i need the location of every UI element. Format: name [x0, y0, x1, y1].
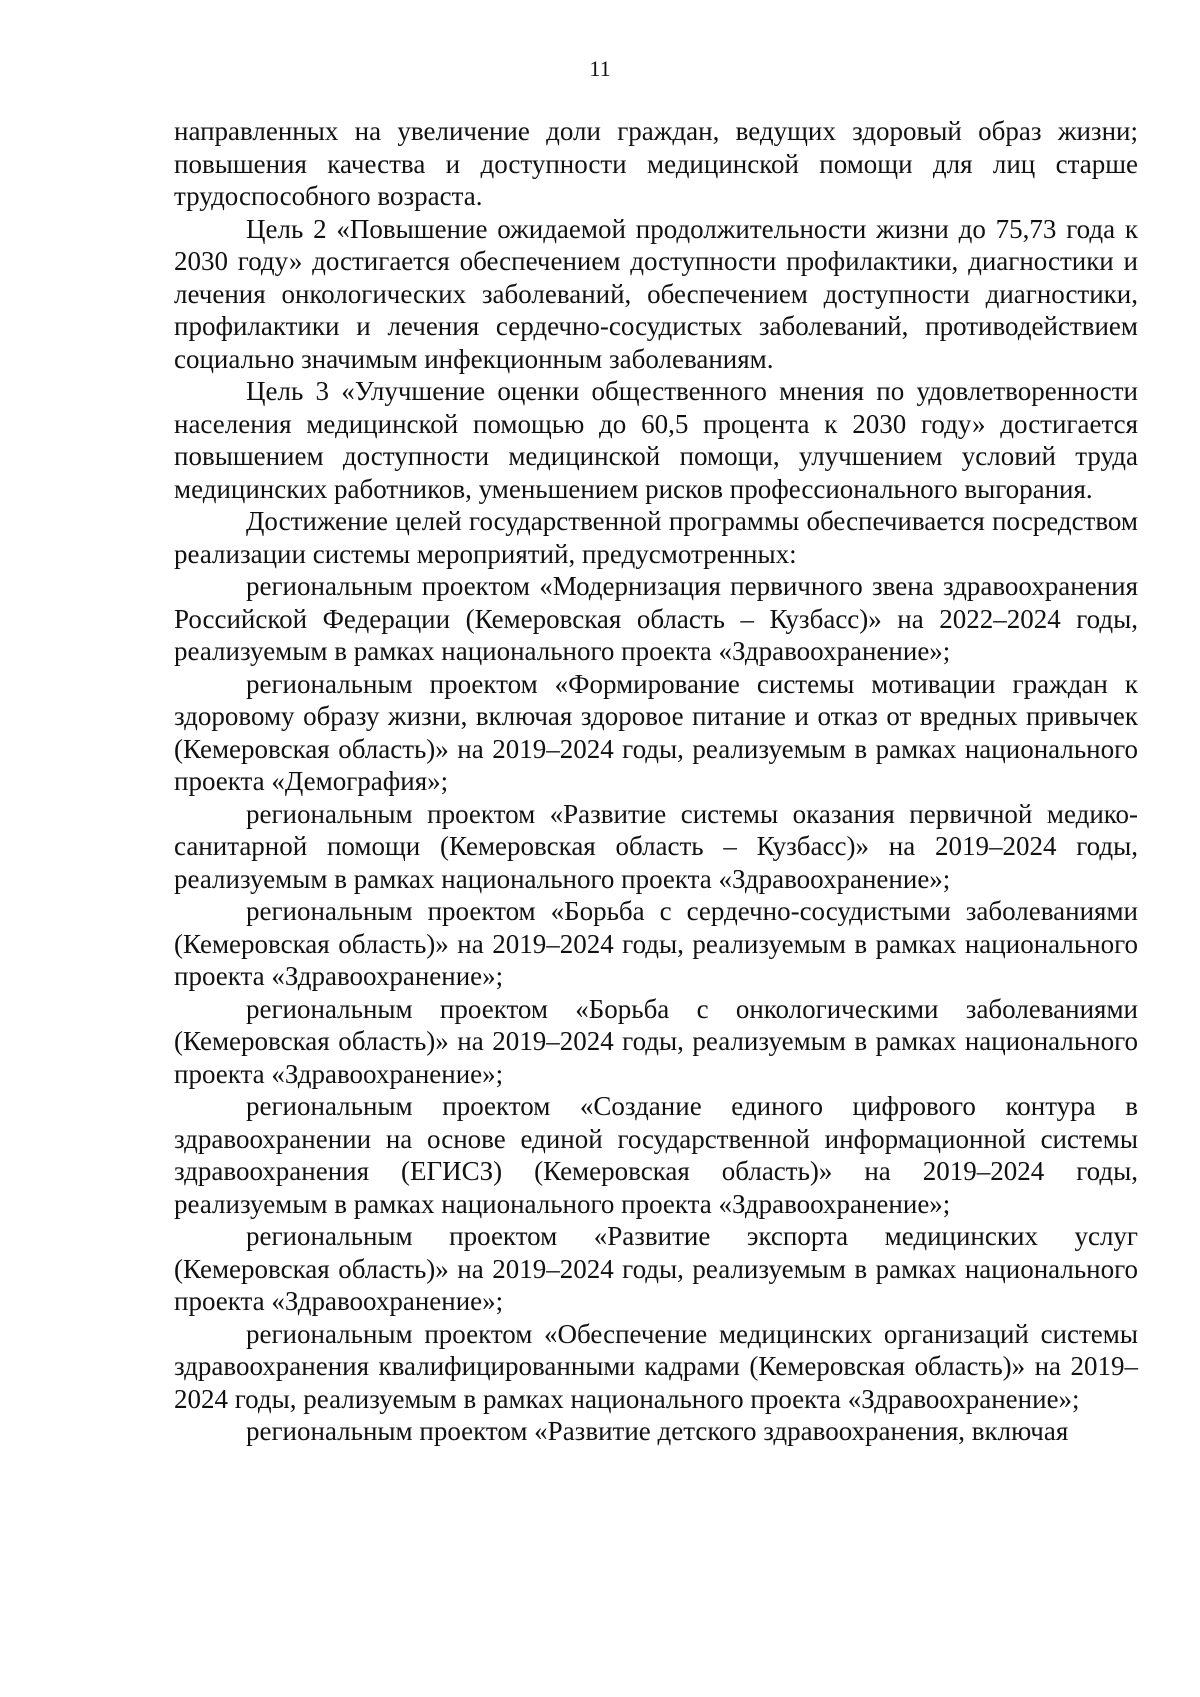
paragraph: Достижение целей государственной программы обеспечивается посредством реализации системы мероприятий, предусмотренных:	[174, 506, 1138, 569]
document-body	[174, 115, 1138, 1448]
paragraph: направленных на увеличение доли граждан, ведущих здоровый образ жизни; повышения качества и доступности медицинской помощи для лиц старше трудоспособного возраста.	[174, 116, 1138, 211]
paragraph: региональным проектом «Создание единого цифрового контура в здравоохранении на основе единой государственной информационной системы здравоохранения (ЕГИСЗ) (Кемеровская область)» на 2019–2024 годы, реализуемым в рамках национального проекта «Здравоохранение»;	[174, 1091, 1138, 1219]
paragraph: региональным проектом «Обеспечение медицинских организаций системы здравоохранения квалифицированными кадрами (Кемеровская область)» на 2019–2024 годы, реализуемым в рамках национального проекта «Здравоохранение»;	[174, 1318, 1138, 1414]
paragraph: региональным проектом «Борьба с сердечно-сосудистыми заболеваниями (Кемеровская область)» на 2019–2024 годы, реализуемым в рамках национального проекта «Здравоохранение»;	[174, 896, 1138, 991]
paragraph: региональным проектом «Развитие экспорта медицинских услуг (Кемеровская область)» на 2019–2024 годы, реализуемым в рамках национального проекта «Здравоохранение»;	[174, 1221, 1138, 1316]
paragraph: региональным проектом «Модернизация первичного звена здравоохранения Российской Федерации (Кемеровская область – Кузбасс)» на 2022–2024 годы, реализуемым в рамках национального проекта «Здравоохранение»;	[174, 571, 1138, 666]
paragraph: Цель 2 «Повышение ожидаемой продолжительности жизни до 75,73 года к 2030 году» достигается обеспечением доступности профилактики, диагностики и лечения онкологических заболеваний, обеспечением доступности диагностики, профилактики и лечения сердечно-сосудистых заболеваний, противодействием социально значимым инфекционным заболеваниям.	[174, 213, 1138, 374]
paragraph: региональным проектом «Борьба с онкологическими заболеваниями (Кемеровская область)» на 2019–2024 годы, реализуемым в рамках национального проекта «Здравоохранение»;	[174, 993, 1138, 1089]
page-number: 11	[589, 56, 611, 81]
paragraph: региональным проектом «Развитие детского здравоохранения, включая	[246, 1416, 1069, 1446]
paragraph: региональным проектом «Развитие системы оказания первичной медико-санитарной помощи (Кемеровская область – Кузбасс)» на 2019–2024 годы, реализуемым в рамках национального проекта «Здравоохранение»;	[174, 798, 1138, 894]
paragraph: региональным проектом «Формирование системы мотивации граждан к здоровому образу жизни, включая здоровое питание и отказ от вредных привычек (Кемеровская область)» на 2019–2024 годы, реализуемым в рамках национального проекта «Демография»;	[174, 668, 1138, 796]
paragraph: Цель 3 «Улучшение оценки общественного мнения по удовлетворенности населения медицинской помощью до 60,5 процента к 2030 году» достигается повышением доступности медицинской помощи, улучшением условий труда медицинских работников, уменьшением рисков профессионального выгорания.	[174, 376, 1138, 504]
